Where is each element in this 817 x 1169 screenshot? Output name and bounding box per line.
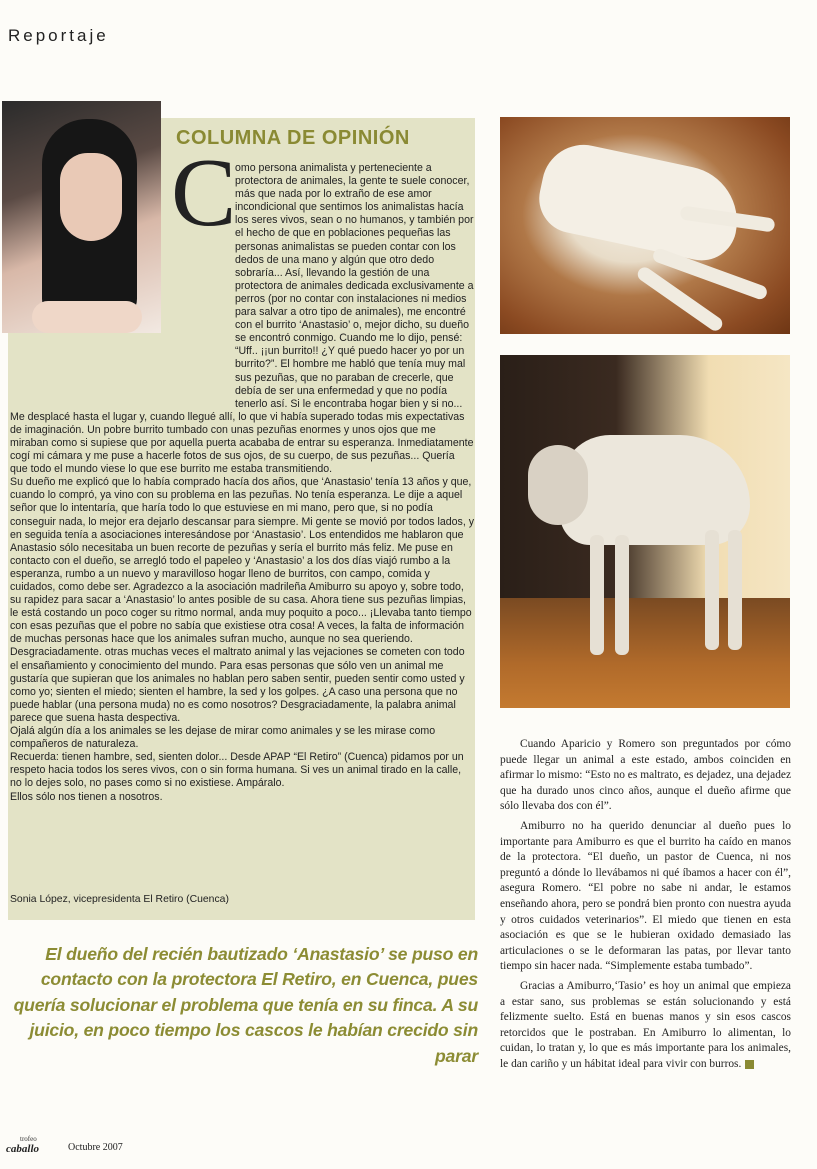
drop-cap: C [171, 139, 237, 247]
photo-donkey-standing [500, 355, 790, 708]
photo-donkey-lying [500, 117, 790, 334]
article-paragraph: Ellos sólo nos tienen a nosotros. [10, 790, 163, 803]
column-title: COLUMNA DE OPINIÓN [176, 127, 410, 149]
end-mark-icon [745, 1060, 754, 1069]
article-paragraph: Recuerda: tienen hambre, sed, sienten dolor... Desde APAP “El Retiro” (Cuenca) pidamos por un respeto hacia todos los seres vivos, con o sin forma humana. Si ves un animal tirado en la calle, no lo dejes solo, no pases como si no existiese. Ampáralo. [10, 751, 464, 790]
right-column-text [500, 737, 791, 1076]
section-label: Reportaje [8, 26, 109, 45]
logo-small-text: trofeo [20, 1135, 37, 1143]
magazine-logo [6, 1134, 54, 1154]
right-paragraph: Cuando Aparicio y Romero son preguntados por cómo puede llegar un animal a este estado, ambos coinciden en afirmar lo mismo: “Esto no es maltrato, es dejadez, una dejadez que ha durado unos cinco años, aunque el dueño afirme que sólo llevaba dos con él”. [500, 738, 791, 813]
author-signature: Sonia López, vicepresidenta El Retiro (Cuenca) [10, 894, 229, 905]
opinion-article-body [10, 162, 474, 882]
pull-quote: El dueño del recién bautizado ‘Anastasio’ se puso en contacto con la protectora El Retiro, en Cuenca, pues quería solucionar el problema que tenía en su finca. A su juicio, en poco tiempo los cascos le habían crecido sin parar [13, 944, 478, 1066]
article-paragraph: Ojalá algún día a los animales se les dejase de mirar como animales y se les mirase como compañeros de naturaleza. [10, 725, 436, 751]
article-paragraph: Su dueño me explicó que lo había comprado hacía dos años, que ‘Anastasio’ tenía 13 años y que, cuando lo compró, ya vino con su problema en las pezuñas. No tenía esperanza. Le dije a aquel señor que lo intentaría, que haría todo lo que estuviese en mi mano, pero que, si no podía conseguir nada, lo mejor era dejarlo descansar para siempre. Mi gente se movió por todos lados, y en seguida tenía a asociaciones interesándose por ‘Anastasio’. Los entendidos me hablaron que Anastasio sólo necesitaba un buen recorte de pezuñas y sería el burrito más feliz. Me puse en contacto con el dueño, se arregló todo el papeleo y ‘Anastasio’ a los dos días viajó rumbo a la esperanza, rumbo a un nuevo y maravilloso hogar lleno de burritos, con campo, comida y cuidados, como debe ser. Agradezco a la asociación madrileña Amiburro su apoyo y, sobre todo, su rapidez para sacar a ‘Anastasio’ lo antes posible de su casa. Ahora tiene sus pezuñas limpias, le está costando un poco coger su ritmo normal, anda muy poquito a poco... ¡Llevaba tanto tiempo con esas pezuñas que el pobre no sabía que existiese otra cosa! A veces, la falta de información de muchas personas hace que los animales sufran mucho, aunque no sea queriendo. Desgraciadamente. otras muchas veces el maltrato animal y las vejaciones se cometen con todo el ensañamiento y conocimiento del mundo. Para esas personas que sólo ven un animal me gustaría que supieran que los animales no hablan pero saben sentir, pueden sentir como usted y como yo; sienten el miedo; sienten el hambre, la sed y los golpes. ¿A caso una persona que no puede hablar (una persona muda) no es como nosotros? Desgraciadamente, la palabra animal parece que suena hasta despectiva. [10, 476, 474, 724]
issue-date: Octubre 2007 [68, 1142, 123, 1153]
logo-big-text: caballo [6, 1143, 39, 1155]
right-paragraph: Gracias a Amiburro,‘Tasio’ es hoy un animal que empieza a estar sano, sus problemas se están solucionando y está felizmente suelto. Está en buenas manos y sin esos cascos retorcidos que le postraban. En Amiburro lo alimentan, lo cuidan, lo tratan y, lo que es más importante para los animales, le dan cariño y un hábitat ideal para vivir con burros. [500, 979, 791, 1070]
right-paragraph: Amiburro no ha querido denunciar al dueño pues lo importante para Amiburro es que el burrito ha caído en manos de la protectora. “El dueño, un pastor de Cuenca, ni nos preguntó a dónde lo llevábamos ni qué íbamos a hacer con él”, asegura Romero. “El pobre no sabe ni andar, le estamos enseñando ahora, pero se pondrá bien pronto con nuestra ayuda y otros cuidados veterinarios”. El miedo que tienen en esta asociación es que se le hubieran oxidado demasiado las articulaciones o se le deformaran las patas, por llevar tanto tiempo sin hacer nada. “Simplemente estaba tumbado”. [500, 819, 791, 973]
article-paragraph: omo persona animalista y perteneciente a protectora de animales, la gente te suele conocer, más que nada por lo extraño de ese amor incondicional que sentimos los animalistas hacía los seres vivos, sean o no humanos, y también por el hecho de que en poblaciones pequeñas las personas animalistas se pueden contar con los dedos de una mano y algún que otro dedo sobraría... Así, llevando la gestión de una protectora de animales dedicada exclusivamente a perros (por no contar con instalaciones ni medios para salvar a otro tipo de animales), me encontré con el burrito ‘Anastasio’ o, mejor dicho, su dueño se encontró conmigo. Cuando me lo dijo, pensé: “Uff.. ¡¡un burrito!! ¿Y qué puedo hacer yo por un burrito?”. El hombre me habló que tenía muy mal sus pezuñas, que no paraban de crecerle, que debía de ser una enfermedad y que no podía tenerlo así. Si le encontraba hogar bien y si no... Me desplacé hasta el lugar y, cuando llegué allí, lo que vi había superado todas mis expectativas de imaginación. Un pobre burrito tumbado con unas pezuñas enormes y unos ojos que me miraban como si supiese que por aquella puerta acababa de entrar su esperanza. Inmediatamente cogí mi cámara y me puse a hacerle fotos de sus ojos, de su cuerpo, de sus pezuñas... Quería que todo el mundo viese lo que ese burrito me estaba transmitiendo. [10, 162, 474, 476]
